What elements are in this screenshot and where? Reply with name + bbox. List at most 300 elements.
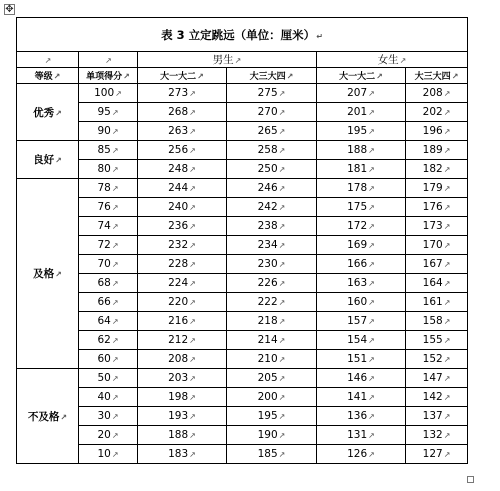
female-year34-value-cell[interactable]	[406, 179, 468, 198]
end-of-cell-mark-icon: ↗	[443, 89, 451, 98]
end-of-cell-mark-icon: ↗	[368, 108, 375, 117]
male-year12-value-cell[interactable]	[138, 198, 227, 217]
male-year12-value-cell[interactable]	[138, 407, 227, 426]
end-of-cell-mark-icon: ↗	[443, 203, 451, 212]
male-year34-value-cell[interactable]	[227, 217, 317, 236]
female-year34-value: 132	[422, 429, 443, 441]
end-of-cell-mark-icon: ↗	[278, 298, 286, 307]
end-of-cell-mark-icon: ↗	[278, 450, 286, 459]
male-year34-value-cell[interactable]	[227, 426, 317, 445]
male-year12-value-cell[interactable]	[138, 141, 227, 160]
end-of-cell-mark-icon: ↗	[111, 431, 119, 440]
end-of-cell-mark-icon: ↗	[443, 431, 451, 440]
female-header-cell[interactable]	[317, 52, 468, 68]
female-year12-value-cell[interactable]	[317, 407, 406, 426]
male-year34-value-cell[interactable]	[227, 407, 317, 426]
table-row	[17, 369, 468, 388]
male-year12-value-cell[interactable]	[138, 179, 227, 198]
female-year12-value: 160	[347, 296, 368, 308]
female-year34-value-cell[interactable]	[406, 388, 468, 407]
score-value: 85	[97, 144, 111, 156]
male-year12-value: 236	[168, 220, 189, 232]
score-value-cell[interactable]	[79, 198, 138, 217]
male-year34-value: 230	[257, 258, 278, 270]
end-of-cell-mark-icon: ↗	[368, 127, 375, 136]
end-of-cell-mark-icon: ↗	[189, 89, 196, 98]
female-year34-value: 189	[422, 144, 443, 156]
end-of-cell-mark-icon: ↗	[189, 317, 196, 326]
male-year12-value-cell[interactable]	[138, 274, 227, 293]
end-of-cell-mark-icon: ↗	[111, 127, 119, 136]
male-year12-value: 248	[168, 163, 189, 175]
score-value-cell[interactable]	[79, 122, 138, 141]
score-value: 78	[97, 182, 111, 194]
score-value-cell[interactable]	[79, 312, 138, 331]
male-year12-value-cell[interactable]	[138, 236, 227, 255]
male-year12-value-cell[interactable]	[138, 350, 227, 369]
female-year34-value: 147	[422, 372, 443, 384]
female-year34-value-cell[interactable]	[406, 122, 468, 141]
male-year12-value-cell[interactable]	[138, 255, 227, 274]
female-year12-value-cell[interactable]	[317, 103, 406, 122]
male-year12-value-cell[interactable]	[138, 217, 227, 236]
male-year34-value: 190	[257, 429, 278, 441]
table-row	[17, 293, 468, 312]
score-value: 90	[97, 125, 111, 137]
male-year12-value: 203	[168, 372, 189, 384]
table-row	[17, 141, 468, 160]
end-of-cell-mark-icon: ↗	[278, 241, 286, 250]
end-of-cell-mark-icon: ↗	[278, 184, 286, 193]
end-of-cell-mark-icon: ↗	[368, 393, 375, 402]
score-value-cell[interactable]	[79, 103, 138, 122]
end-of-cell-mark-icon: ↗	[368, 279, 375, 288]
male-year12-value-cell[interactable]	[138, 84, 227, 103]
female-year34-value-cell[interactable]	[406, 350, 468, 369]
table-row	[17, 160, 468, 179]
male-year34-value-cell[interactable]	[227, 388, 317, 407]
male-year12-value-cell[interactable]	[138, 369, 227, 388]
male-year12-value: 193	[168, 410, 189, 422]
table-row	[17, 217, 468, 236]
end-of-cell-mark-icon: ↗	[368, 431, 375, 440]
female-year34-value-cell[interactable]	[406, 445, 468, 464]
female-year34-value-cell[interactable]	[406, 274, 468, 293]
score-value-cell[interactable]	[79, 236, 138, 255]
end-of-cell-mark-icon: ↗	[123, 72, 130, 81]
female-year34-value: 202	[422, 106, 443, 118]
end-of-cell-mark-icon: ↗	[111, 203, 119, 212]
end-of-cell-mark-icon: ↗	[60, 412, 68, 422]
end-of-cell-mark-icon: ↗	[278, 146, 286, 155]
male-year34-value: 218	[257, 315, 278, 327]
female-year12-value: 163	[347, 277, 368, 289]
end-of-cell-mark-icon: ↗	[111, 260, 119, 269]
female-year12-value: 178	[347, 182, 368, 194]
male-year34-value-cell[interactable]	[227, 122, 317, 141]
female-year12-value-cell[interactable]	[317, 369, 406, 388]
table-row	[17, 388, 468, 407]
table-row	[17, 426, 468, 445]
male-year34-value: 205	[257, 372, 278, 384]
male-year34-value-cell[interactable]	[227, 293, 317, 312]
score-value-cell[interactable]	[79, 217, 138, 236]
female-year34-value: 196	[422, 125, 443, 137]
score-value-cell[interactable]	[79, 293, 138, 312]
male-year12-value-cell[interactable]	[138, 445, 227, 464]
end-of-cell-mark-icon: ↗	[368, 355, 375, 364]
male-year34-value: 234	[257, 239, 278, 251]
female-year12-value-cell[interactable]	[317, 236, 406, 255]
male-year34-value-cell[interactable]	[227, 350, 317, 369]
end-of-cell-mark-icon: ↗	[111, 241, 119, 250]
male-header-cell[interactable]	[138, 52, 317, 68]
end-of-cell-mark-icon: ↗	[44, 55, 52, 65]
table-row	[17, 84, 468, 103]
end-of-cell-mark-icon: ↗	[451, 72, 459, 81]
female-year12-value: 157	[347, 315, 368, 327]
score-value-cell[interactable]	[79, 274, 138, 293]
male-year12-value: 220	[168, 296, 189, 308]
female-year34-value: 173	[422, 220, 443, 232]
score-value-cell[interactable]	[79, 407, 138, 426]
female-year34-value-cell[interactable]	[406, 103, 468, 122]
female-year12-value-cell[interactable]	[317, 160, 406, 179]
male-year34-value: 210	[257, 353, 278, 365]
end-of-cell-mark-icon: ↗	[189, 412, 196, 421]
end-of-cell-mark-icon: ↗	[111, 355, 119, 364]
male-year34-value-cell[interactable]	[227, 255, 317, 274]
female-year34-value: 208	[422, 87, 443, 99]
female-year34-value-cell[interactable]	[406, 236, 468, 255]
end-of-cell-mark-icon: ↗	[443, 450, 451, 459]
end-of-cell-mark-icon: ↗	[278, 431, 286, 440]
score-value: 95	[97, 106, 111, 118]
male-year34-value-cell[interactable]	[227, 198, 317, 217]
female-year12-value: 131	[347, 429, 368, 441]
score-value-cell[interactable]	[79, 426, 138, 445]
end-of-cell-mark-icon: ↗	[278, 260, 286, 269]
paragraph-mark-icon: ↵	[316, 31, 323, 41]
end-of-cell-mark-icon: ↗	[278, 165, 286, 174]
end-of-cell-mark-icon: ↗	[189, 450, 196, 459]
end-of-cell-mark-icon: ↗	[443, 241, 451, 250]
female-year12-value-cell[interactable]	[317, 198, 406, 217]
score-value-cell[interactable]	[79, 141, 138, 160]
end-of-cell-mark-icon: ↗	[278, 355, 286, 364]
table-title-row	[17, 18, 468, 52]
male-year34-value-cell[interactable]	[227, 236, 317, 255]
end-of-cell-mark-icon: ↗	[111, 450, 119, 459]
male-year34-value: 265	[257, 125, 278, 137]
grade-label: 不及格	[27, 410, 60, 423]
grade-label-cell[interactable]	[17, 84, 79, 141]
male-year34-value: 200	[257, 391, 278, 403]
male-year12-value-cell[interactable]	[138, 312, 227, 331]
score-value: 62	[97, 334, 111, 346]
end-of-cell-mark-icon: ↗	[278, 89, 286, 98]
female-year12-value: 136	[347, 410, 368, 422]
grade-label-cell[interactable]	[17, 179, 79, 369]
end-of-cell-mark-icon: ↗	[286, 72, 294, 81]
table-row	[17, 407, 468, 426]
male-year34-value: 250	[257, 163, 278, 175]
male-year34-value-cell[interactable]	[227, 369, 317, 388]
end-of-cell-mark-icon: ↗	[443, 184, 451, 193]
table-row	[17, 122, 468, 141]
end-of-cell-mark-icon: ↗	[111, 393, 119, 402]
end-of-cell-mark-icon: ↗	[111, 317, 119, 326]
male-year34-value-cell[interactable]	[227, 84, 317, 103]
male-year12-value: 188	[168, 429, 189, 441]
end-of-cell-mark-icon: ↗	[278, 203, 286, 212]
score-value: 70	[97, 258, 111, 270]
end-of-cell-mark-icon: ↗	[197, 72, 204, 81]
male-year34-header-cell[interactable]	[227, 68, 317, 84]
female-year12-value-cell[interactable]	[317, 331, 406, 350]
end-of-cell-mark-icon: ↗	[189, 241, 196, 250]
end-of-cell-mark-icon: ↗	[368, 260, 375, 269]
end-of-cell-mark-icon: ↗	[111, 374, 119, 383]
female-year34-value-cell[interactable]	[406, 331, 468, 350]
score-value: 10	[97, 448, 111, 460]
score-value-cell[interactable]	[79, 160, 138, 179]
end-of-cell-mark-icon: ↗	[368, 165, 375, 174]
end-of-cell-mark-icon: ↗	[189, 355, 196, 364]
female-year12-value-cell[interactable]	[317, 141, 406, 160]
table-move-handle-icon[interactable]: ✥	[5, 4, 14, 15]
male-year12-value-cell[interactable]	[138, 331, 227, 350]
table-title-cell[interactable]	[17, 18, 468, 52]
end-of-cell-mark-icon: ↗	[189, 203, 196, 212]
score-value-cell[interactable]	[79, 179, 138, 198]
end-of-cell-mark-icon: ↗	[368, 203, 375, 212]
grade-label: 良好	[33, 154, 55, 166]
male-year34-value-cell[interactable]	[227, 312, 317, 331]
male-year12-value: 183	[168, 448, 189, 460]
end-of-cell-mark-icon: ↗	[111, 222, 119, 231]
female-year12-value-cell[interactable]	[317, 426, 406, 445]
female-year34-header-cell[interactable]	[406, 68, 468, 84]
table-row	[17, 179, 468, 198]
female-year34-value: 161	[422, 296, 443, 308]
empty-header-cell[interactable]	[17, 52, 79, 68]
table-resize-handle-icon[interactable]	[467, 476, 474, 483]
female-year34-value: 170	[422, 239, 443, 251]
male-year12-value-cell[interactable]	[138, 388, 227, 407]
female-year12-value: 169	[347, 239, 368, 251]
female-year12-value: 175	[347, 201, 368, 213]
end-of-cell-mark-icon: ↗	[189, 431, 196, 440]
end-of-cell-mark-icon: ↗	[111, 146, 119, 155]
female-year34-value-cell[interactable]	[406, 141, 468, 160]
end-of-cell-mark-icon: ↗	[189, 165, 196, 174]
female-year12-value: 195	[347, 125, 368, 137]
end-of-cell-mark-icon: ↗	[443, 336, 451, 345]
female-year34-value-cell[interactable]	[406, 198, 468, 217]
male-header: 男生	[212, 54, 234, 66]
female-year34-value-cell[interactable]	[406, 217, 468, 236]
female-year34-value: 158	[422, 315, 443, 327]
male-year12-value-cell[interactable]	[138, 103, 227, 122]
score-value-cell[interactable]	[79, 350, 138, 369]
female-year12-value-cell[interactable]	[317, 274, 406, 293]
end-of-cell-mark-icon: ↗	[443, 127, 451, 136]
female-year12-value-cell[interactable]	[317, 293, 406, 312]
male-year34-value-cell[interactable]	[227, 103, 317, 122]
score-header: 单项得分	[86, 72, 123, 82]
female-year34-value-cell[interactable]	[406, 84, 468, 103]
end-of-cell-mark-icon: ↗	[443, 279, 451, 288]
female-header: 女生	[377, 54, 399, 66]
end-of-cell-mark-icon: ↗	[443, 146, 451, 155]
score-value: 20	[97, 429, 111, 441]
end-of-cell-mark-icon: ↗	[368, 298, 375, 307]
end-of-cell-mark-icon: ↗	[189, 393, 196, 402]
male-year34-value-cell[interactable]	[227, 141, 317, 160]
table-row	[17, 274, 468, 293]
female-year34-value-cell[interactable]	[406, 160, 468, 179]
end-of-cell-mark-icon: ↗	[399, 56, 407, 65]
male-year34-value: 185	[257, 448, 278, 460]
female-year12-value-cell[interactable]	[317, 255, 406, 274]
table-row	[17, 445, 468, 464]
grade-label: 优秀	[33, 106, 55, 119]
male-year12-value-cell[interactable]	[138, 293, 227, 312]
score-value: 68	[97, 277, 111, 289]
male-year34-value-cell[interactable]	[227, 179, 317, 198]
female-year12-value-cell[interactable]	[317, 84, 406, 103]
female-year34-value: 155	[422, 334, 443, 346]
end-of-cell-mark-icon: ↗	[278, 222, 286, 231]
end-of-cell-mark-icon: ↗	[115, 89, 122, 98]
end-of-cell-mark-icon: ↗	[55, 108, 62, 118]
male-year12-value: 212	[168, 334, 189, 346]
end-of-cell-mark-icon: ↗	[368, 317, 375, 326]
end-of-cell-mark-icon: ↗	[53, 72, 61, 81]
female-year34-value: 164	[422, 277, 443, 289]
female-year12-value: 201	[347, 106, 368, 118]
male-year34-value: 214	[257, 334, 278, 346]
end-of-cell-mark-icon: ↗	[443, 355, 451, 364]
grade-label-cell[interactable]	[17, 369, 79, 464]
female-year12-value: 154	[347, 334, 368, 346]
end-of-cell-mark-icon: ↗	[55, 270, 62, 279]
female-year34-value-cell[interactable]	[406, 407, 468, 426]
female-year34-header: 大三大四	[414, 72, 451, 82]
male-year12-value-cell[interactable]	[138, 160, 227, 179]
gender-header-row	[17, 52, 468, 68]
score-header-cell[interactable]	[79, 68, 138, 84]
female-year34-value-cell[interactable]	[406, 312, 468, 331]
end-of-cell-mark-icon: ↗	[443, 393, 451, 402]
score-value-cell[interactable]	[79, 369, 138, 388]
female-year34-value: 179	[422, 182, 443, 194]
end-of-cell-mark-icon: ↗	[368, 89, 375, 98]
male-year12-header-cell[interactable]	[138, 68, 227, 84]
end-of-cell-mark-icon: ↗	[189, 108, 196, 117]
grade-label-cell[interactable]	[17, 141, 79, 179]
score-value-cell[interactable]	[79, 388, 138, 407]
end-of-cell-mark-icon: ↗	[368, 222, 375, 231]
end-of-cell-mark-icon: ↗	[278, 317, 286, 326]
female-year12-value: 141	[347, 391, 368, 403]
male-year12-value: 263	[168, 125, 189, 137]
score-value-cell[interactable]	[79, 331, 138, 350]
score-value: 100	[94, 87, 115, 99]
grade-header-cell[interactable]	[17, 68, 79, 84]
score-value-cell[interactable]	[79, 255, 138, 274]
female-year12-value-cell[interactable]	[317, 217, 406, 236]
female-year34-value-cell[interactable]	[406, 369, 468, 388]
end-of-cell-mark-icon: ↗	[189, 279, 196, 288]
empty-header-cell[interactable]	[79, 52, 138, 68]
table-row	[17, 312, 468, 331]
male-year12-value: 273	[168, 87, 189, 99]
end-of-cell-mark-icon: ↗	[368, 146, 375, 155]
male-year34-value-cell[interactable]	[227, 160, 317, 179]
female-year12-value-cell[interactable]	[317, 445, 406, 464]
female-year34-value: 127	[422, 448, 443, 460]
end-of-cell-mark-icon: ↗	[278, 108, 286, 117]
score-value: 76	[97, 201, 111, 213]
score-value-cell[interactable]	[79, 445, 138, 464]
table-row	[17, 103, 468, 122]
female-year12-value: 126	[347, 448, 368, 460]
grade-header: 等级	[34, 72, 53, 82]
score-value-cell[interactable]	[79, 84, 138, 103]
female-year12-value-cell[interactable]	[317, 388, 406, 407]
female-year34-value: 167	[422, 258, 443, 270]
female-year12-header-cell[interactable]	[317, 68, 406, 84]
female-year12-value: 146	[347, 372, 368, 384]
end-of-cell-mark-icon: ↗	[368, 184, 375, 193]
female-year12-value-cell[interactable]	[317, 122, 406, 141]
male-year12-value: 228	[168, 258, 189, 270]
table-row	[17, 331, 468, 350]
end-of-cell-mark-icon: ↗	[443, 374, 451, 383]
end-of-cell-mark-icon: ↗	[278, 393, 286, 402]
female-year34-value-cell[interactable]	[406, 426, 468, 445]
end-of-cell-mark-icon: ↗	[189, 298, 196, 307]
female-year34-value: 182	[422, 163, 443, 175]
female-year34-value-cell[interactable]	[406, 293, 468, 312]
column-header-row	[17, 68, 468, 84]
male-year34-value-cell[interactable]	[227, 445, 317, 464]
table-row	[17, 236, 468, 255]
male-year12-value: 208	[168, 353, 189, 365]
female-year12-value-cell[interactable]	[317, 350, 406, 369]
end-of-cell-mark-icon: ↗	[443, 317, 451, 326]
end-of-cell-mark-icon: ↗	[368, 374, 375, 383]
male-year34-value-cell[interactable]	[227, 274, 317, 293]
male-year34-value: 246	[257, 182, 278, 194]
score-value: 50	[97, 372, 111, 384]
male-year34-value-cell[interactable]	[227, 331, 317, 350]
score-value: 80	[97, 163, 111, 175]
male-year12-value-cell[interactable]	[138, 122, 227, 141]
end-of-cell-mark-icon: ↗	[189, 127, 196, 136]
male-year12-value-cell[interactable]	[138, 426, 227, 445]
female-year12-value-cell[interactable]	[317, 312, 406, 331]
female-year12-value-cell[interactable]	[317, 179, 406, 198]
male-year34-value: 195	[257, 410, 278, 422]
end-of-cell-mark-icon: ↗	[443, 298, 451, 307]
female-year34-value-cell[interactable]	[406, 255, 468, 274]
end-of-cell-mark-icon: ↗	[111, 336, 119, 345]
end-of-cell-mark-icon: ↗	[189, 146, 196, 155]
male-year34-value: 242	[257, 201, 278, 213]
